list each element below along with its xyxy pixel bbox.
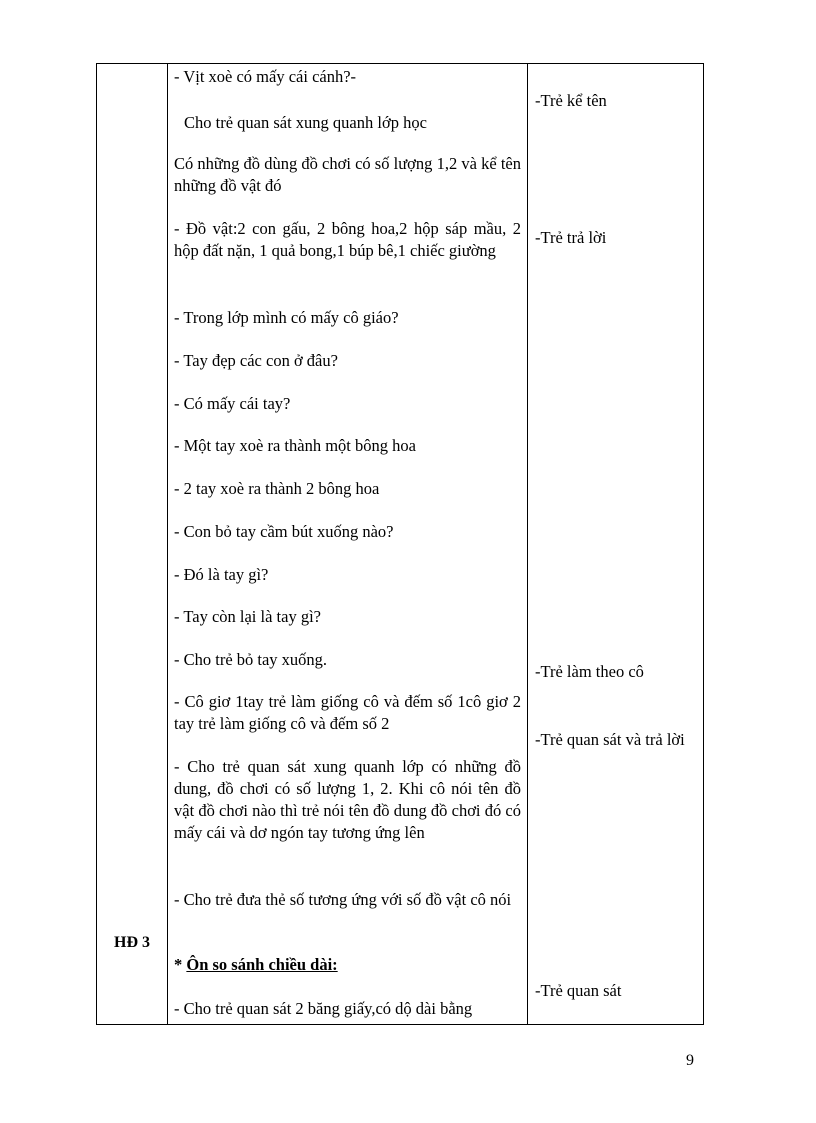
activity-line: - Con bỏ tay cầm bút xuống nào? (174, 522, 394, 541)
page-number: 9 (686, 1052, 694, 1069)
activity-line: - Cho trẻ quan sát xung quanh lớp có những đồ dung, đồ chơi có số lượng 1, 2. Khi cô nói tên đồ vật đồ chơi nào thì trẻ nói tên đồ dung đồ chơi đó có mấy cái và dơ ngón tay tương ứng lên (174, 757, 521, 842)
activity-line: - 2 tay xoè ra thành 2 bông hoa (174, 479, 380, 498)
activity-line: - Cho trẻ bỏ tay xuống. (174, 650, 328, 669)
stage-label: HĐ 3 (114, 934, 150, 951)
activity-line: - Cô giơ 1tay trẻ làm giống cô và đếm số 1cô giơ 2 tay trẻ làm giống cô và đếm số 2 (174, 692, 521, 733)
section-heading (174, 954, 521, 976)
activity-line: - Đồ vật:2 con gấu, 2 bông hoa,2 hộp sáp mầu, 2 hộp đất nặn, 1 quả bong,1 búp bê,1 chiếc giường (174, 219, 521, 260)
activity-line: - Cho trẻ quan sát 2 băng giấy,có dộ dài bằng (174, 999, 473, 1018)
response-line: -Trẻ kể tên (535, 91, 607, 110)
stage-cell (97, 64, 168, 1025)
responses-cell (528, 64, 704, 1025)
activity-line: - Một tay xoè ra thành một bông hoa (174, 436, 416, 455)
lesson-plan-table (96, 63, 704, 1025)
activity-line: - Có mấy cái tay? (174, 394, 291, 413)
table-row (97, 64, 704, 1025)
response-line: -Trẻ quan sát và trả lời (535, 730, 685, 749)
activity-line: - Vịt xoè có mấy cái cánh?- (174, 67, 357, 86)
activity-line: - Đó là tay gì? (174, 565, 269, 584)
response-line: -Trẻ quan sát (535, 981, 622, 1000)
activity-line: - Cho trẻ đưa thẻ số tương ứng với số đồ vật cô nói (174, 890, 512, 909)
activity-line: - Tay đẹp các con ở đâu? (174, 351, 338, 370)
section-heading-text: Ôn so sánh chiều dài: (186, 955, 338, 974)
activity-line: Có những đồ dùng đồ chơi có số lượng 1,2 và kể tên những đồ vật đó (174, 154, 521, 195)
response-line: -Trẻ trả lời (535, 228, 607, 247)
section-heading-prefix: * (174, 955, 187, 974)
activity-line: - Trong lớp mình có mấy cô giáo? (174, 308, 399, 327)
response-line: -Trẻ làm theo cô (535, 662, 644, 681)
activity-line: Cho trẻ quan sát xung quanh lớp học (184, 113, 427, 132)
activity-line: - Tay còn lại là tay gì? (174, 607, 321, 626)
activities-cell (168, 64, 528, 1025)
